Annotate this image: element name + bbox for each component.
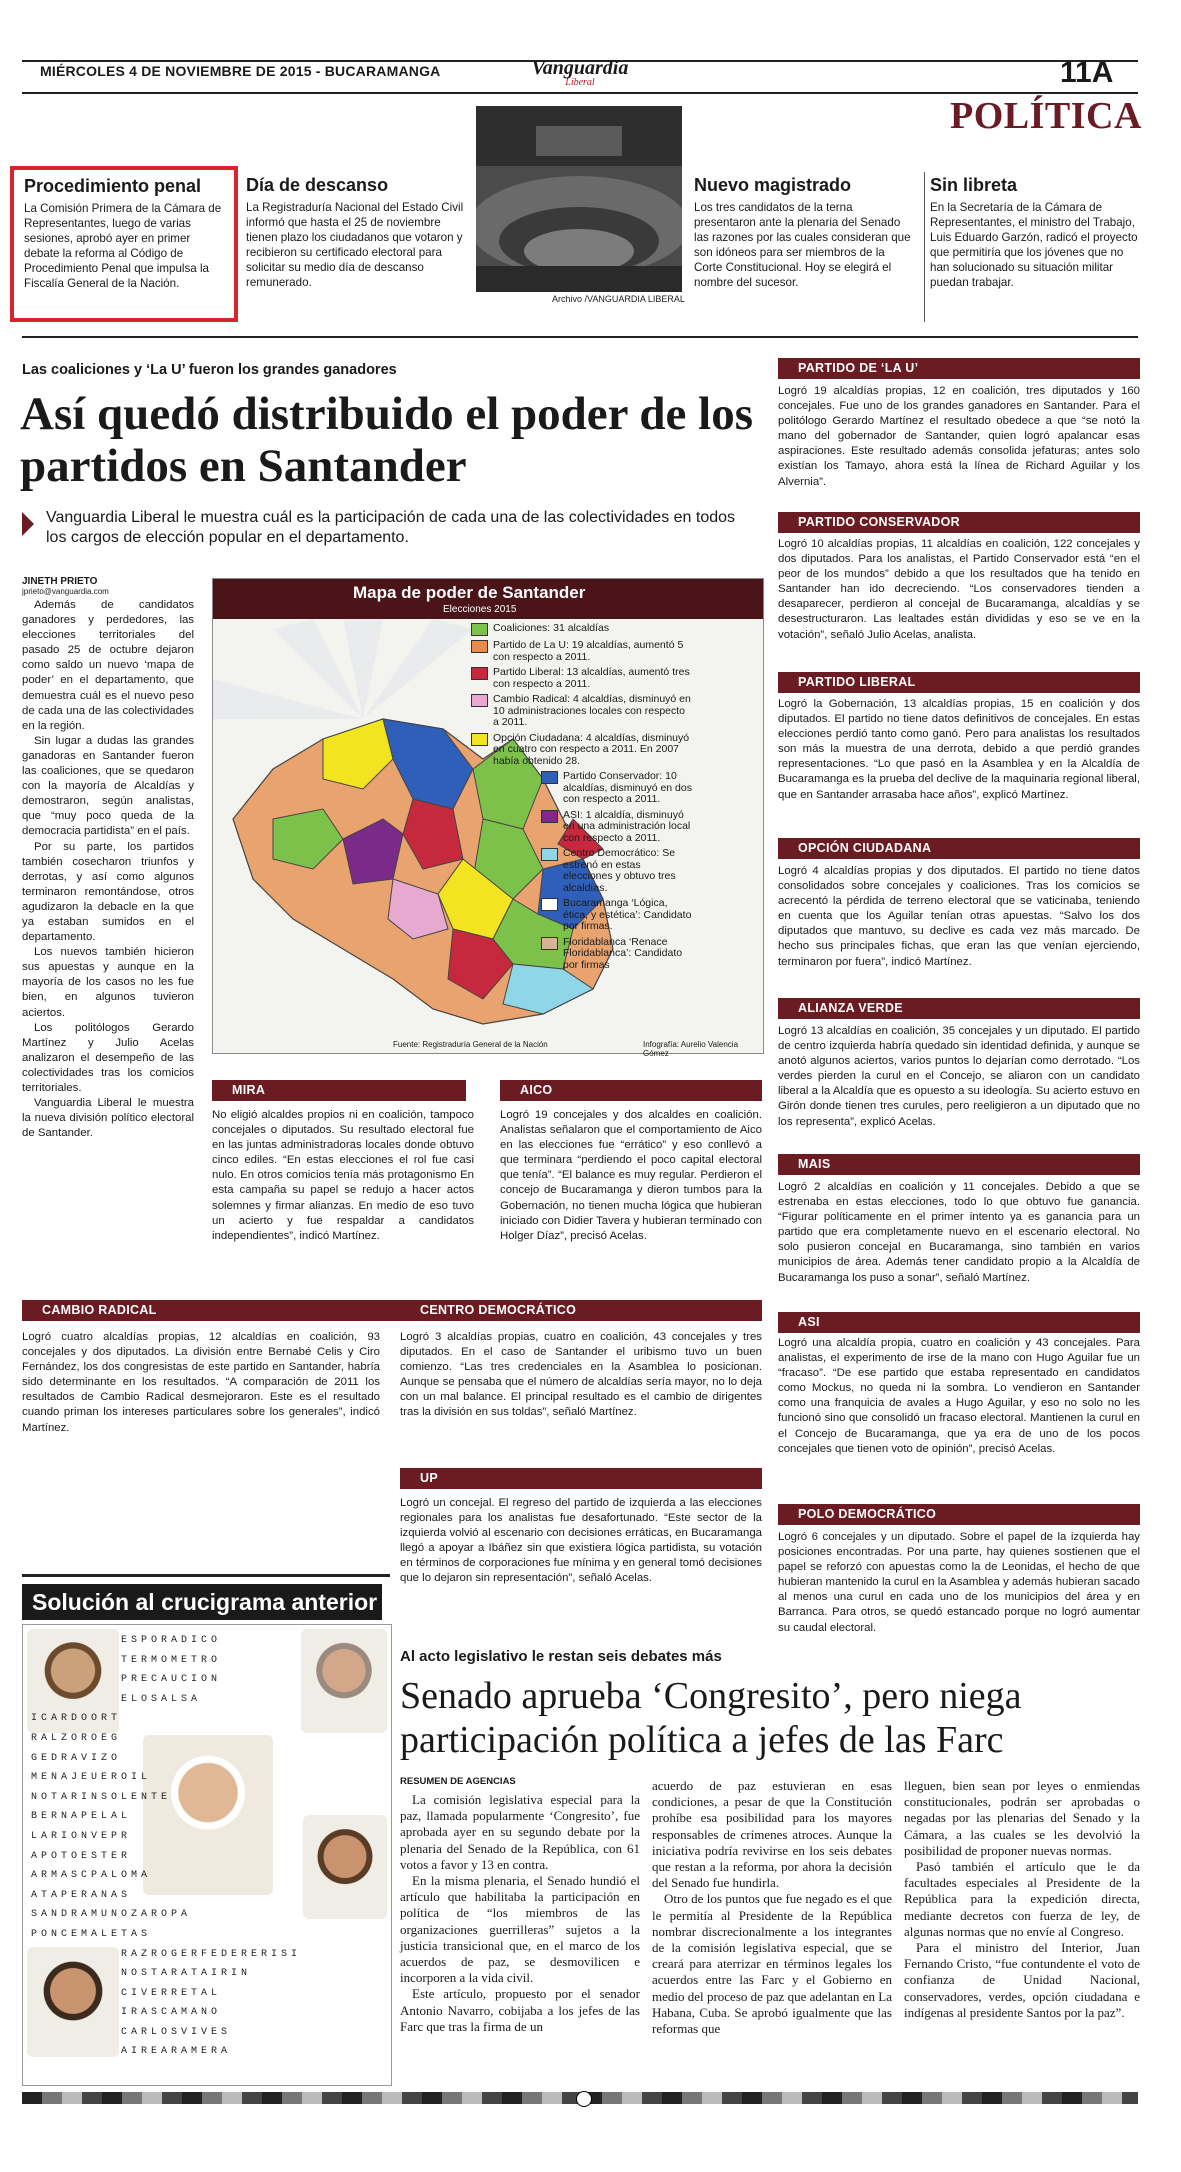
legend-text: Floridablanca ‘Renace Floridablanca’: Candidato por firmas [563,935,683,971]
section-polo-text: Logró 6 concejales y un diputado. Sobre el papel de la izquierda hay posiciones encontradas. Por una parte, hay quienes sostienen que el papel se reforzó con apuestas como la de Leonidas, el hecho de que hubieran mantenido la curul en la Asamblea y además hubieran sacado al menos una curul en cada uno de los municipios del área y en Barranca. Para otros, se quedó estancado porque no logró aumentar su caudal electoral. [778,1531,1140,1634]
crossword-answer: CARLOSVIVES [121,2026,232,2038]
legend-swatch [471,667,488,680]
paragraph: Los nuevos también hicieron sus apuestas y aunque en la mayoría de los casos no les fue bien, en algunos tuvieron aciertos. [22,946,194,1019]
senate-col2 [652,1778,892,2037]
crossword-answer: IRASCAMANO [121,2007,222,2019]
paragraph: lleguen, bien sean por leyes o enmiendas constitucionales, podrán ser aprobadas o negadas por las plenarias del Senado y la Cámara, a las cuales se les devolvió la posibilidad de proponer nuevas normas. [904,1778,1140,1858]
legend-swatch [541,810,558,823]
crossword-grid [22,1624,392,2086]
legend-swatch [541,898,558,911]
paragraph: Pasó también el artículo que le da facultades especiales al Presidente de la República para la expedición directa, mediante decretos con fuerza de ley, de algunas normas que no envíe al Congreso. [904,1859,1140,1939]
main-kicker: Las coaliciones y ‘La U’ fueron los grandes ganadores [22,362,397,378]
legend-item [471,640,693,663]
map-infographic [212,578,764,1058]
paragraph: Además de candidatos ganadores y perdedores, las elecciones territoriales del pasado 25 de octubre dejaron como saldo un nuevo ‘mapa de poder’ en el departamento, que demuestra cuál es el nuevo peso de cada una de las colectividades en la región. [22,599,194,732]
crossword-answer: BERNAPELAL [31,1811,132,1823]
section-mais-text: Logró 2 alcaldías en coalición y 11 concejales. Debido a que se estrenaba en estas elecciones, todo lo que obtuvo fue ganancia. “Figurar políticamente en el primer intento ya es ganancia para un partido que era completamente nuevo en el escenario electoral. No solo pusieron concejal en Bucaramanga, sino también en varios municipios de área. Además tener candidato propio a la Alcaldía de Bucaramanga los puso a sonar”, señaló Martínez. [778,1181,1140,1284]
senate-col3 [904,1778,1140,2021]
crossword-answer: RAZROGERFEDERERISI [121,1948,302,1960]
brief-text: En la Secretaría de la Cámara de Representantes, el ministro del Trabajo, Luis Eduardo Garzón, radicó el proyecto que permitiría que los jóvenes que no han solucionado su situación militar puedan trabajar. [930,201,1138,289]
map-legend [471,623,693,975]
crossword-answer: GEDRAVIZO [31,1752,122,1764]
crossword-answer: NOSTARATAIRIN [121,1968,252,1980]
brief-descanso [246,175,468,290]
brief-text: La Registraduría Nacional del Estado Civil informó que hasta el 25 de noviembre tienen plazo los ciudadanos que votaron y recibieron su certificado electoral para solicitar su medio día de descanso remunerado. [246,201,464,289]
crossword-answer: SANDRAMUNOZAROPA [31,1909,192,1921]
map-credit: Infografía: Aurelio Valencia Gómez [643,1040,739,1058]
page-number: 11A [1060,56,1114,89]
senate-headline: Senado aprueba ‘Congresito’, pero niega participación política a jefes de las Farc [400,1675,1022,1761]
legend-item [471,623,693,636]
legend-item [541,848,693,894]
section-conservador-text: Logró 10 alcaldías propias, 11 alcaldías en coalición, 122 concejales y dos diputados. Para los analistas, el Partido Conservador está “en el peor de los mundos” debido a que los resultados que ha tenido en Santander han ido decreciendo. “Los conservadores tienden a desaparecer, perdieron al concejal de Bucaramanga, alcaldías y se desestructuraron. Las lealtades están divididas y eso se ve en la votación”, señaló Julio Acelas, analista. [778,538,1140,641]
section-centro-header: CENTRO DEMOCRÁTICO [400,1300,762,1321]
crossword-answer: TERMOMETRO [121,1654,222,1666]
section-la-u-text: Logró 19 alcaldías propias, 12 en coalición, tres diputados y 160 concejales. Fue uno de los grandes ganadores en Santander. Para el politólogo Gerardo Martínez el resultado obedece a que “se notó la mano del gobernador de Santander, quien logró apalancar esas aspiraciones. Este resultado además consolida jefaturas; antes solo existían los Tamayo, ahora está la línea de Richard Aguilar y los Alvernia”. [778,385,1140,488]
byline: JINETH PRIETO [22,576,98,587]
registration-mark-icon [576,2091,592,2107]
crossword-answer: ATAPERANAS [31,1889,132,1901]
brief-procedimiento [10,166,238,322]
section-cambio-header: CAMBIO RADICAL [22,1300,408,1321]
paragraph: Los politólogos Gerardo Martínez y Julio Acelas analizaron el desempeño de las colectividades tras los comicios territoriales. [22,1021,194,1094]
senate-byline: RESUMEN DE AGENCIAS [400,1776,516,1787]
legend-swatch [471,623,488,636]
section-mira-text: No eligió alcaldes propios ni en coalición, tampoco concejales o diputados. Su resultado electoral fue en las juntas administradoras locales donde obtuvo cinco ediles. “En estas elecciones el rol fue casi nulo. En otros comicios tenía más protagonismo En esta campaña su papel se redujo a hacer actos solemnes y firmar alianzas. En medio de eso tuvo un acierto y fue respaldar a candidatos independientes”, indicó Martínez. [212,1109,474,1242]
legend-item [541,771,693,806]
crossword-answer: PONCEMALETAS [31,1928,152,1940]
deck-marker [22,512,34,536]
map-title: Mapa de poder de Santander [353,583,586,602]
logo-main: Vanguardia [531,57,629,79]
legend-swatch [541,937,558,950]
crossword-answer: AIREARAMERA [121,2046,232,2058]
section-aico-header: AICO [500,1080,762,1101]
section-asi-header: ASI [778,1312,1140,1333]
masthead-date: MIÉRCOLES 4 DE NOVIEMBRE DE 2015 - BUCARAMANGA [40,63,441,79]
legend-text: Opción Ciudadana: 4 alcaldías, disminuyó en cuatro con respecto a 2011. En 2007 había obtenido 28. [493,731,690,767]
legend-item [541,937,693,972]
legend-item [471,667,693,690]
paragraph: La comisión legislativa especial para la paz, llamada popularmente ‘Congresito’, fue aprobada ayer en su segundo debate por la plenaria del Senado de la República, con 61 votos a favor y 13 en contra. [400,1792,640,1872]
crossword-answer: RALZOROEG [31,1732,122,1744]
section-liberal-header: PARTIDO LIBERAL [778,672,1140,693]
byline-email: jprieto@vanguardia.com [22,587,109,596]
section-liberal-text: Logró la Gobernación, 13 alcaldías propias, 15 en coalición y dos diputados. El partido no tiene datos definitivos de concejales. En estas elecciones perdió tanto como ganó. Pero para analistas los resultados son más la muestra de una derrota, debido a que perdió grandes representaciones. “Lo que pasó en la Asamblea y en la Alcaldía de Bucaramanga es la prueba del declive de la maquinaria regional liberal, que en Santander arrasaba hace años”, explicó Martínez. [778,698,1140,801]
crossword-answer: ARMASCPALOMA [31,1870,152,1882]
crossword-answer: PRECAUCION [121,1674,222,1686]
crossword-answer: MENAJEUEROIL [31,1772,152,1784]
legend-item [471,733,693,768]
section-aico-text: Logró 19 concejales y dos alcaldes en coalición. Analistas señalaron que el comportamiento de Aico en las elecciones fue “errático” y eso conllevó a que terminara “perdiendo el poco capital electoral que tenía”. “El balance es muy regular. Perdieron el concejo de Bucaramanga y dieron tumbos para la Gobernación, no tienen mucha lógica que hubieran iniciado con Didier Tavera y hubieran terminado con Holger Díaz”, precisó Acelas. [500,1109,762,1242]
paragraph: acuerdo de paz estuvieran en esas condiciones, a pesar de que la Constitución prohíbe esa posibilidad para los mayores responsables de crímenes atroces. Aunque la iniciativa podría revivirse en los seis debates que restan a la reforma, por ahora la decisión del Senado fue hundirla. [652,1778,892,1891]
crossword-answer-rows [31,1631,383,2062]
plenary-photo-illustration [476,106,682,292]
section-la-u-header: PARTIDO DE ‘LA U’ [778,358,1140,379]
legend-text: Cambio Radical: 4 alcaldías, disminuyó en 10 administraciones locales con respecto a 2011. [493,693,691,728]
section-opcion-text: Logró 4 alcaldías propias y dos diputados. El partido no tiene datos consolidados sobre concejales y coaliciones. Tras los comicios se acrecentó la pérdida de terreno electoral que se vaticinaba, teniendo en cuenta que los Aguilar tenían otras apuestas. “Salvo los dos diputados que mantuvo, su declive es cada vez más marcado. De hecho sus principales fichas, que eran las que venían ejerciendo, terminaron por fuera”, indicó Martínez. [778,865,1140,968]
crossword-photo-bottom-left [27,1947,119,2057]
main-body [22,598,194,1141]
crossword-answer: LARIONVEPR [31,1830,132,1842]
section-mira-header: MIRA [212,1080,466,1101]
section-title: POLÍTICA [950,95,1142,137]
brief-title: Día de descanso [246,175,389,195]
paragraph: Otro de los puntos que fue negado es el que le permitía al Presidente de la República nombrar discrecionalmente a los integrantes de la comisión legislativa especial, que se creará para aterrizar en términos legales los acuerdos entre las Farc y el Gobierno en medio del proceso de paz que adelantan en La Habana, Cuba. Se aprobó igualmente que las reformas que [652,1891,892,2037]
legend-item [541,810,693,845]
senate-kicker: Al acto legislativo le restan seis debates más [400,1648,722,1665]
legend-text: Centro Democrático: Se estrenó en estas elecciones y obtuvo tres alcaldías. [563,847,676,894]
legend-text: ASI: 1 alcaldía, disminuyó en una administración local con respecto a 2011. [563,808,691,844]
legend-text: Partido Conservador: 10 alcaldías, disminuyó en dos con respecto a 2011. [563,770,692,805]
legend-item [471,694,693,729]
paragraph: Para el ministro del Interior, Juan Fernando Cristo, “fue contundente el voto de confianza de Unidad Nacional, conservadores, verdes, opción ciudadana e indígenas al presidente Santos por la paz”. [904,1940,1140,2020]
brief-title: Procedimiento penal [24,176,202,196]
legend-text: Partido de La U: 19 alcaldías, aumentó 5 con respecto a 2011. [493,639,684,663]
legend-swatch [471,640,488,653]
legend-text: Bucaramanga ‘Lógica, ética, y estética’: Candidato por firmas. [563,897,692,932]
brief-title: Nuevo magistrado [694,175,852,195]
senate-photo [476,106,682,292]
section-polo-header: POLO DEMOCRÁTICO [778,1504,1140,1525]
paragraph: En la misma plenaria, el Senado hundió el artículo que habilitaba la participación en política de “los miembros de las organizaciones guerrilleras” sujetos a la justicia transicional que, en el marco de los acuerdos de paz, se desmovilicen e incorporen a la vida civil. [400,1873,640,1986]
crossword-answer: ESPORADICO [121,1635,222,1646]
section-mais-header: MAIS [778,1154,1140,1175]
crossword-answer: NOTARINSOLENTE [31,1791,172,1803]
legend-swatch [471,733,488,746]
main-headline: Así quedó distribuido el poder de los partidos en Santander [20,388,754,492]
legend-item [541,898,693,933]
section-verde-header: ALIANZA VERDE [778,998,1140,1019]
section-cambio-text: Logró cuatro alcaldías propias, 12 alcaldías en coalición, 93 concejales y dos diputados. La división entre Bernabé Celis y Ciro Fernández, los dos congresistas de este partido en Santander, habría sido determinante en los resultados. “A comparación de 2011 los resultados de Cambio Radical desmejoraron. Este es el resultado cuando priman los intereses particulares sobre los generales”, indicó Martínez. [22,1331,380,1434]
senate-col1 [400,1792,640,2035]
crossword-answer: CIVERRETAL [121,1987,222,1999]
crossword-title: Solución al crucigrama anterior [22,1584,382,1620]
logo-sub: Liberal [565,77,595,88]
main-deck: Vanguardia Liberal le muestra cuál es la participación de cada una de las colectividades en todos los cargos de elección popular en el departamento. [46,509,736,546]
photo-caption: Archivo /VANGUARDIA LIBERAL [552,294,685,304]
crossword-answer: APOTOESTER [31,1850,132,1862]
legend-text: Coaliciones: 31 alcaldías [493,622,610,634]
section-verde-text: Logró 13 alcaldías en coalición, 35 concejales y un diputado. El partido de centro izquierda habría quedado sin identidad definida, y aunque se anotó algunos aciertos, varios puntos lo dejarían como derrotado. “Los verdes pierden la curul en el Concejo, se aliaron con un candidato liberal a la Alcaldía que es opuesto a su ideología. Su acierto estuvo en Girón donde tienen tres curules, pero reeligieron a un diputado que no los representa”, explicó Acelas. [778,1025,1140,1128]
crossword-answer: ELOSALSA [121,1693,202,1705]
sunburst-background [213,619,473,719]
brief-text: Los tres candidatos de la terna presentaron ante la plenaria del Senado las razones por las cuales consideran que son idóneos para ser miembros de la Corte Constitucional. Hoy se elegirá el nombre del sucesor. [694,201,911,289]
map-source: Fuente: Registraduría General de la Nación [393,1040,548,1049]
section-up-header: UP [400,1468,762,1489]
map-subtitle: Elecciones 2015 [443,604,517,615]
legend-swatch [541,848,558,861]
brief-magistrado [694,175,916,290]
paragraph: Sin lugar a dudas las grandes ganadoras en Santander fueron las coaliciones, que se quedaron con la mayoría de Alcaldías y demostraron, según analistas, que “muy poco queda de la democracia partidista” en el país. [22,734,194,838]
legend-text: Partido Liberal: 13 alcaldías, aumentó tres con respecto a 2011. [493,666,690,690]
section-up-text: Logró un concejal. El regreso del partido de izquierda a las elecciones regionales para los analistas fue desafortunado. “Este sector de la izquierda volvió al escenario con decisiones erráticas, en Bucaramanga llegó a apoyar a Ibáñez sin que existiera lógica partidista, su votación en términos de corporaciones fue mínima y en general tomó decisiones que lo dejaron sin representación”, señaló Acelas. [400,1497,762,1585]
brief-text: La Comisión Primera de la Cámara de Representantes, luego de varias sesiones, aprobó ayer en primer debate la reforma al Código de Procedimiento Penal que impulsa la Fiscalía General de la Nación. [24,202,222,290]
legend-swatch [541,771,558,784]
legend-swatch [471,694,488,707]
brief-title: Sin libreta [930,175,1018,195]
section-asi-text: Logró una alcaldía propia, cuatro en coalición y 43 concejales. Para analistas, el experimento de irse de la mano con Hugo Aguilar fue un “fracaso”. “De ese partido que estaba representado en candidatos como Mockus, no queda ni la sombra. Lo vendieron en Santander como una franquicia de avales a Hugo Aguilar, y eso no solo no les funcionó sino que consolidó un fracaso electoral. Mantienen la curul en el Concejo de Bucaramanga, que ya era de uno de los pocos concejales que tienen voto de opinión”, precisó Acelas. [778,1337,1140,1455]
crossword-answer: ICARDOORT [31,1713,122,1725]
section-opcion-header: OPCIÓN CIUDADANA [778,838,1140,859]
section-centro-text: Logró 3 alcaldías propias, cuatro en coalición, 43 concejales y tres diputados. En el caso de Santander el uribismo tuvo un buen comienzo. “Las tres credenciales en la Asamblea lo posicionan. Aunque se pensaba que el número de alcaldías sería mayor, no lo deja con un mal balance. El principal resultado es el cambio de dirigentes tras la división en sus toldas”, señaló Martínez. [400,1331,762,1419]
masthead-logo [520,58,640,88]
section-conservador-header: PARTIDO CONSERVADOR [778,512,1140,533]
paragraph: Por su parte, los partidos también cosecharon triunfos y derrotas, y así como algunos terminaron remontándose, otros agudizaron la debacle en la que ya estaban sumidos en el departamento. [22,840,194,944]
map-header [213,579,763,619]
paragraph: Vanguardia Liberal le muestra la nueva división político electoral de Santander. [22,1097,194,1140]
brief-libreta [930,175,1140,290]
paragraph: Este artículo, propuesto por el senador Antonio Navarro, cobijaba a los jefes de las Farc que tras la firma de un [400,1986,640,2034]
